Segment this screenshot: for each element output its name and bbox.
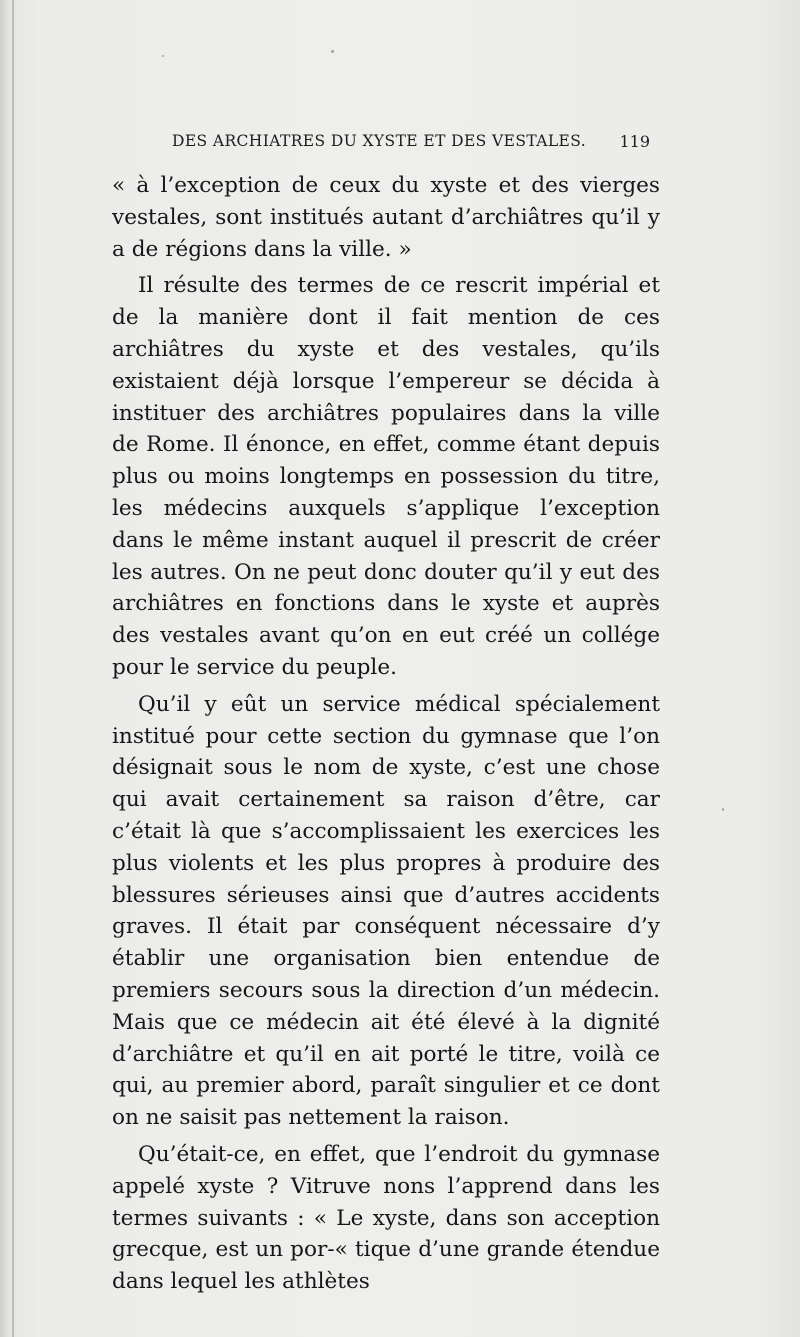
paragraph-service-medical: Qu’il y eût un service médical spécialement institué pour cette section du gymnase que l’on désignait sous le nom de xyste, c’est une chose qui avait certainement sa raison d’être, car c’était là que s’accomplissaient les exercices les plus violents et les plus propres à produire des blessures sérieuses ainsi que d’autres accidents graves. Il était par conséquent nécessaire d’y établir une organisation bien entendue de premiers secours sous la direction d’un médecin. Mais que ce médecin ait été élevé à la dignité d’archiâtre et qu’il en ait porté le titre, voilà ce qui, au premier abord, paraît singulier et ce dont on ne saisit pas nettement la raison. (112, 691, 660, 1131)
binding-gutter (12, 0, 14, 1337)
running-head (170, 132, 650, 156)
paper-speck (331, 50, 334, 53)
running-title: DES ARCHIATRES DU XYSTE ET DES VESTALES. (172, 132, 587, 150)
paragraph-rescrit: Il résulte des termes de ce rescrit impérial et de la manière dont il fait mention de ces archiâtres du xyste et des vestales, qu’ils existaient déjà lorsque l’empereur se décida à instituer des archiâtres populaires dans la ville de Rome. Il énonce, en effet, comme étant depuis plus ou moins longtemps en possession du titre, les médecins auxquels s’applique l’exception dans le même instant auquel il prescrit de créer les autres. On ne peut donc douter qu’il y eut des archiâtres en fonctions dans le xyste et auprès des vestales avant qu’on en eut créé un collége pour le service du peuple. (112, 273, 660, 680)
paragraph-quote-continuation: « à l’exception de ceux du xyste et des vierges vestales, sont institués autant d’archiâtres qu’il y a de régions dans la ville. » (112, 173, 660, 262)
body-text (112, 170, 660, 1298)
paper-speck (162, 55, 164, 57)
paragraph-vitruve: Qu’était-ce, en effet, que l’endroit du gymnase appelé xyste ? Vitruve nons l’apprend dans les termes suivants : « Le xyste, dans son acception grecque, est un por-« tique d’une grande étendue dans lequel les athlètes (112, 1141, 660, 1295)
page-number: 119 (619, 132, 650, 151)
paper-speck (722, 808, 724, 811)
